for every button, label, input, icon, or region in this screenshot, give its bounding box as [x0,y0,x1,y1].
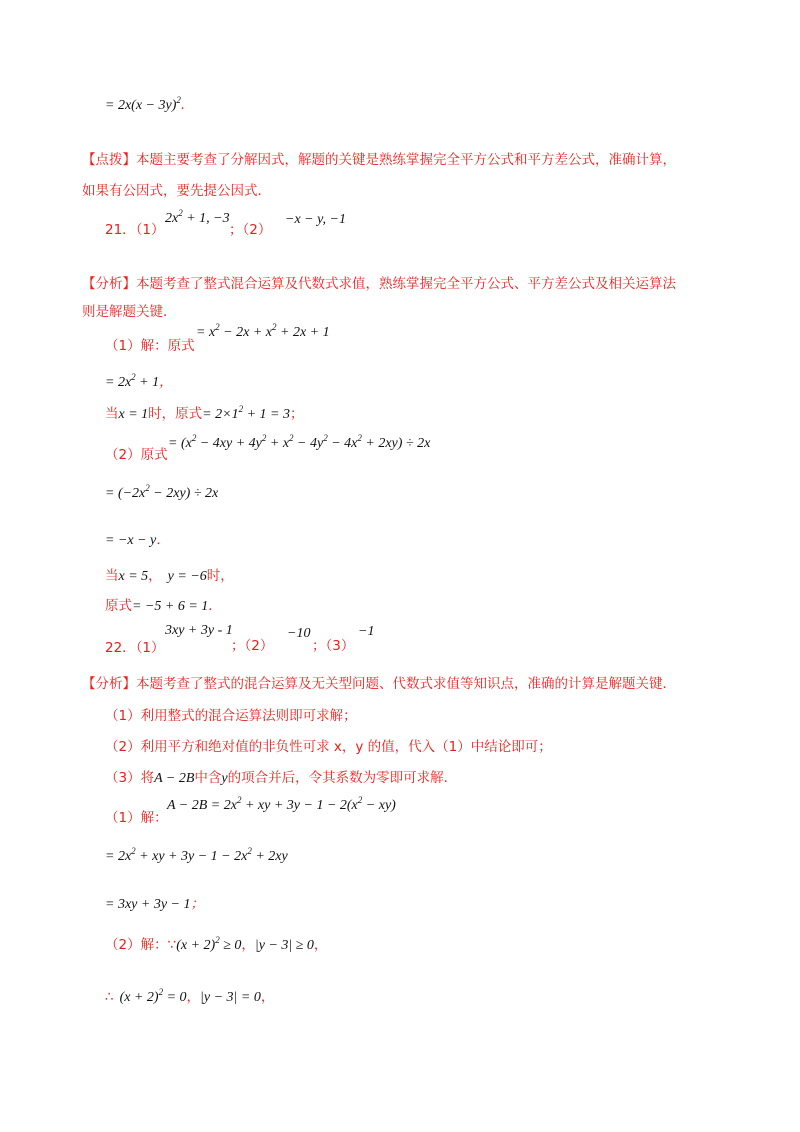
when-word: 当 [105,568,119,584]
expr-exp: 2 [215,322,220,332]
q21-answer-line [105,220,165,239]
expr-part: ≥ 0 [219,938,242,953]
result-expression: = 2x(x − 3y) [105,98,177,113]
q21-number: 21． [105,222,136,238]
q21-ans1-exp: 2 [178,208,183,218]
expr-part: − 4y [293,436,324,451]
expr-exp: 2 [131,372,136,382]
q21-sol6-expression [105,532,170,550]
expr-tail: ． [208,598,222,614]
expr-part: A − 2B = 2x [167,798,237,813]
expr-part: + 2x + 1 [276,325,330,340]
q21-sol5-expression [105,483,219,503]
q21-sol8-line [105,596,222,616]
condition: x = 1 [118,407,149,422]
dianbo-line-1: 【点拨】本题主要考查了分解因式，解题的关键是熟练掌握完全平方公式和平方差公式，准确计算， [82,152,676,168]
text-part: 中含 [194,770,222,786]
q21-sol3-line [105,404,303,424]
expr-exp: 2 [357,795,363,805]
expr-exp: 2 [289,433,294,443]
label: 时， [206,568,234,584]
expr-part: − 4xy + 4y [196,436,262,451]
q21-separator: ；（2） [229,222,272,238]
condition: y = −6 [167,569,207,584]
expr-part: (x + 2) [119,990,159,1005]
q22-analysis-line-1: 【分析】本题考查了整式的混合运算及无关型问题、代数式求值等知识点，准确的计算是解题关键． [82,676,676,692]
q21-answer-1 [165,208,230,228]
expr-exp: 2 [191,433,197,443]
expr-tail: ； [190,896,204,912]
expr-tail: ， [313,937,328,953]
expr-part: + 1 = 3 [243,407,290,422]
expression: A − 2B [154,771,195,786]
expr-part: = (x [168,436,192,451]
q21-answer-2: −x − y, −1 [285,212,346,227]
condition: x = 5 [118,569,149,584]
expression: |y − 3| = 0 [200,990,261,1005]
q22-sol4-line [105,935,327,955]
dianbo-line-2: 如果有公因式，要先提公因式． [82,183,271,199]
expr-exp: 2 [238,404,244,414]
expr-part: = 2x [105,375,132,390]
q22-sol3-expression [105,896,204,914]
label: （2）解：∵ [105,937,177,953]
expression: |y − 3| ≥ 0 [254,938,314,953]
expr-part: − xy) [362,798,396,813]
result-period: . [180,97,186,113]
factorization-result [105,97,185,115]
q22-answer-1: 3xy + 3y - 1 [165,623,233,638]
expr-exp: 2 [323,433,328,443]
result-exponent: 2 [176,95,181,105]
when-word: 当 [105,406,119,422]
expr-part: + xy + 3y − 1 − 2x [135,849,248,864]
q21-ans1-rest: + 1, −3 [182,211,230,226]
expr-part: + x [266,436,290,451]
expr-tail: ； [289,406,304,422]
q22-separator-2: ；（3） [312,638,355,654]
q22-sol1-label: （1）解： [105,810,168,826]
q22-separator-1: ；（2） [231,638,274,654]
expr-part: − 2xy) ÷ 2x [149,486,219,501]
expr-part: = 0 [163,990,187,1005]
q22-sol1-expression [167,795,396,815]
expr-part: (x + 2) [176,938,216,953]
expr-part: − 4x [327,436,358,451]
expr-exp: 2 [215,935,220,945]
q22-answer-line [105,638,165,657]
expr-exp: 2 [158,987,164,997]
q21-sol4-label: （2）原式 [105,447,168,463]
q21-sol1-label: （1）解：原式 [105,338,195,354]
expr-part: = x [196,325,216,340]
q22-answer-3: −1 [358,624,375,639]
expr-part: + 2xy [251,849,288,864]
expr-exp: 2 [261,433,267,443]
variable: y [221,771,228,786]
q22-part1-label: （1） [135,640,165,656]
therefore-symbol: ∴ [105,989,114,1005]
q21-sol4-expression [168,433,431,453]
expression: = −5 + 6 = 1 [132,599,209,614]
expr-part: = 3xy + 3y − 1 [105,897,191,912]
q21-sol1-expression [196,322,330,342]
expr-exp: 2 [247,846,252,856]
expr-part: + xy + 3y − 1 − 2(x [241,798,358,813]
expr-exp: 2 [145,483,150,493]
expr-exp: 2 [272,322,277,332]
expr-part: = −x − y [105,533,157,548]
comma: ， [148,568,162,584]
q21-sol2-expression [105,374,173,392]
comma: ， [241,937,255,953]
q22-sol5-line [105,987,274,1007]
q22-answer-2: −10 [287,626,311,641]
q22-analysis-line-2: （1）利用整式的混合运算法则即可求解； [105,708,357,724]
q22-number: 22． [105,640,136,656]
expr-part: = (−2x [105,486,146,501]
expr-exp: 2 [357,433,362,443]
label: 时，原式 [148,406,203,422]
q21-part1-label: （1） [135,222,165,238]
expr-exp: 2 [131,846,136,856]
expr-part: + 1 [135,375,160,390]
q21-analysis-line-2: 则是解题关键． [82,304,177,320]
expr-part: − 2x + x [219,325,272,340]
expr-tail: ， [260,989,275,1005]
text-part: （3）将 [105,770,155,786]
q22-analysis-line-4 [105,768,457,788]
q21-analysis-line-1: 【分析】本题考查了整式混合运算及代数式求值，熟练掌握完全平方公式、平方差公式及相关运算法 [82,276,676,292]
q22-analysis-line-3: （2）利用平方和绝对值的非负性可求 x，y 的值，代入（1）中结论即可； [105,739,552,755]
q21-sol7-line [105,566,234,586]
comma: ， [186,989,201,1005]
expr-part: + 2xy) ÷ 2x [361,436,431,451]
expr-part: = 2×1 [202,407,239,422]
label: 原式 [105,598,132,614]
expr-part: = 2x [105,849,132,864]
expr-tail: ． [156,532,170,548]
q22-sol2-expression [105,846,288,866]
text-part: 的项合并后，令其系数为零即可求解． [227,770,458,786]
expr-tail: ， [159,374,173,390]
expr-exp: 2 [236,795,242,805]
q21-ans1-base: 2x [165,211,179,226]
